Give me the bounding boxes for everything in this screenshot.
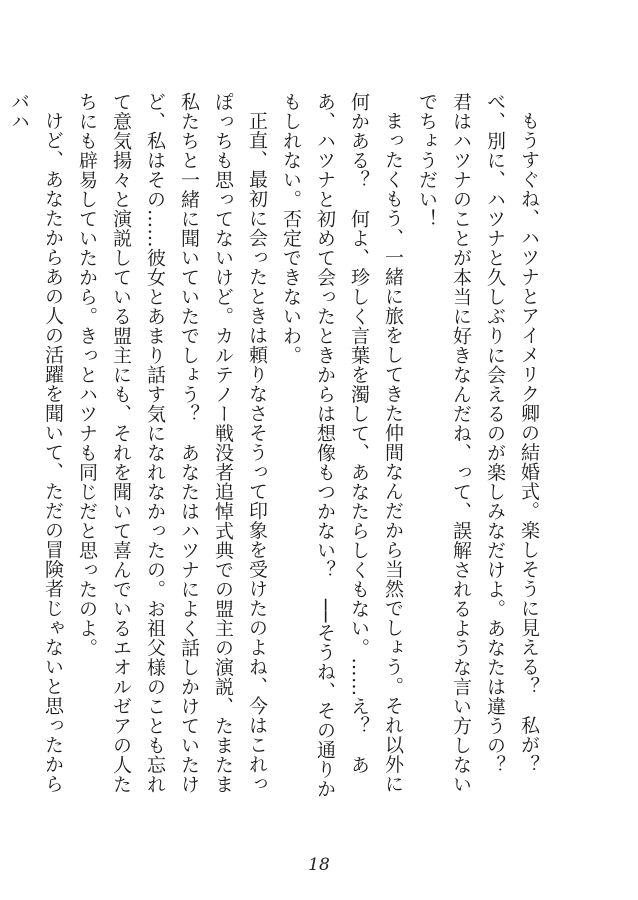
paragraph-4: けど、あなたからあの人の活躍を聞いて、ただの冒険者じゃないと思ったからバハ: [8, 92, 64, 794]
paragraph-3: 正直、最初に会ったときは頼りなさそうって印象を受けたのよね、今はこれっぽっちも思ってないけど。カルテノー戦没者追悼式典での盟主の演説、たまたま私たちと一緒に聞いていたでしょう？ あなたはハツナによく話しかけていたけど、私はその……彼女とあまり話す気になれなかったの。お祖父様のことも忘れて意気揚々と演説している盟主にも、それを聞いて喜んでいるエオルゼアの人たちにも辟易していたから。きっとハツナも同じだと思ったのよ。: [76, 92, 268, 794]
page-number: 18: [308, 855, 330, 875]
paragraph-1: もうすぐね、ハツナとアイメリク卿の結婚式。楽しそうに見える？ 私が？ べ、別に、ハツナと久しぶりに会えるのが楽しみなだけよ。あなたは違うの？ 君はハツナのことが本当に好きなんだね、って、誤解されるような言い方しないでちょうだい！: [416, 92, 540, 794]
paragraph-2: まったくもう、一緒に旅をしてきた仲間なんだから当然でしょう。それ以外に何かある？ 何よ、珍しく言葉を濁して、あなたらしくもない。……え？ ああ、ハツナと初めて会ったときからは想像もつかない？ ──そうね、その通りかもしれない。否定できないわ。: [280, 92, 404, 799]
vertical-text-body: [2, 92, 546, 812]
